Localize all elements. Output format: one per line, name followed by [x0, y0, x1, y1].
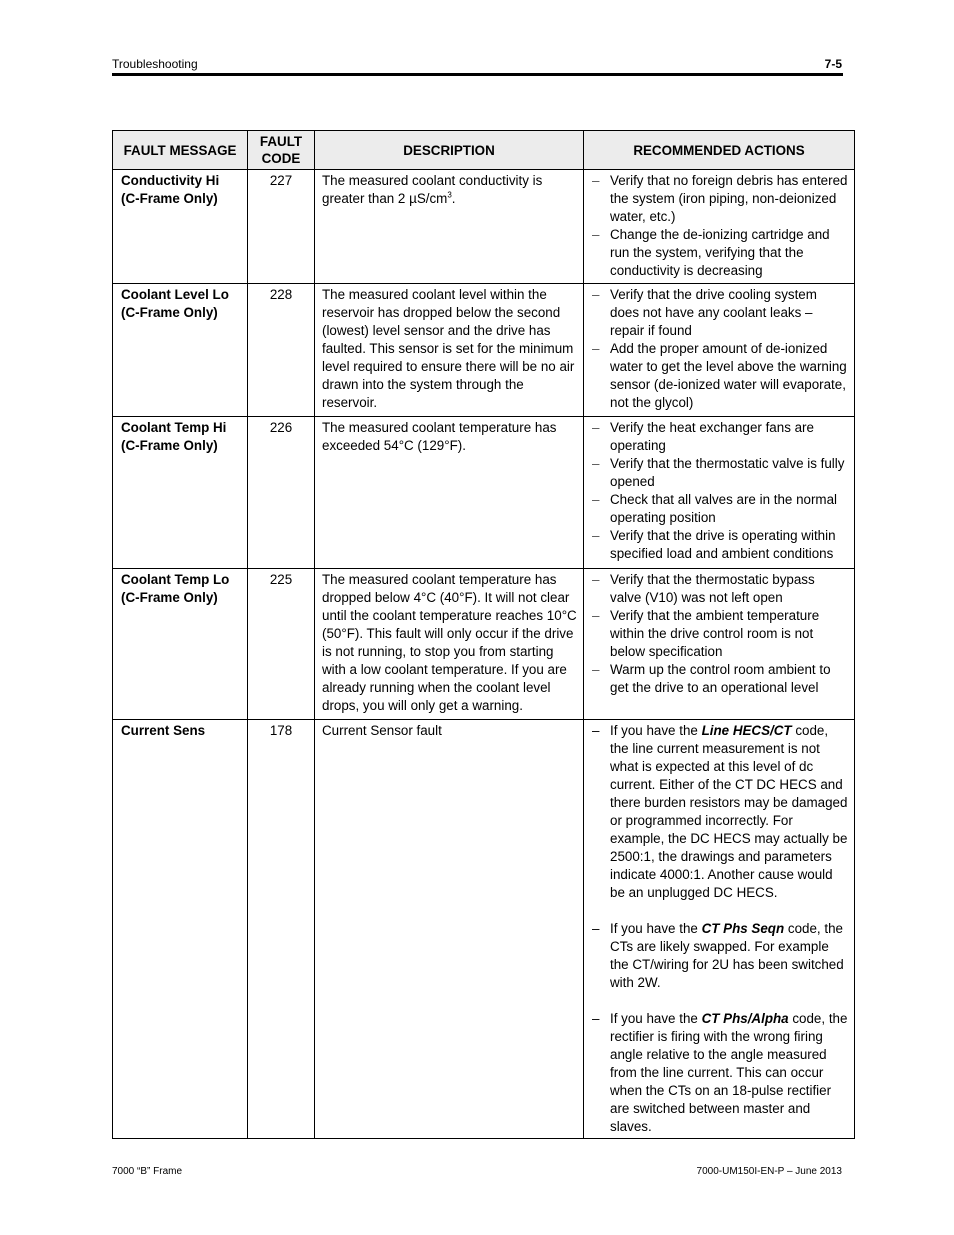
- action-text: Change the de-ionizing cartridge and run the system, verifying that the conductivity is decreasing: [610, 227, 830, 278]
- action-list: [592, 172, 848, 280]
- page-number: 7-5: [824, 57, 842, 71]
- description-cell: [315, 284, 584, 417]
- dash-bullet: –: [592, 1011, 600, 1026]
- fault-table: [112, 130, 855, 1139]
- action-item: [592, 571, 848, 607]
- fault-code: 178: [248, 720, 315, 1139]
- action-item: [592, 491, 848, 527]
- table-row: [113, 720, 855, 1139]
- description-cell: [315, 170, 584, 284]
- description-cell: [315, 417, 584, 569]
- fault-message: Coolant Temp Lo: [121, 572, 230, 587]
- action-item: [592, 1010, 848, 1136]
- fault-message-cell: [113, 284, 248, 417]
- description-cell: [315, 720, 584, 1139]
- fault-subcode-emphasis: Line HECS/CT: [701, 723, 792, 738]
- fault-subcode-emphasis: CT Phs Seqn: [701, 921, 785, 936]
- dash-bullet: –: [592, 921, 600, 936]
- actions-cell: [584, 170, 855, 284]
- dash-bullet: –: [592, 456, 600, 471]
- dash-bullet: –: [592, 572, 600, 587]
- action-list: [592, 286, 848, 412]
- table-row: [113, 569, 855, 720]
- dash-bullet: –: [592, 723, 600, 738]
- dash-bullet: –: [592, 662, 600, 677]
- fault-message: Coolant Temp Hi: [121, 420, 227, 435]
- description-text: The measured coolant conductivity is greater than 2 µS/cm: [322, 173, 543, 206]
- table-row: [113, 170, 855, 284]
- dash-bullet: –: [592, 420, 600, 435]
- dash-bullet: –: [592, 492, 600, 507]
- action-text: Verify that the drive is operating within specified load and ambient conditions: [610, 528, 836, 561]
- fault-message-qualifier: (C-Frame Only): [121, 438, 218, 453]
- dash-bullet: –: [592, 287, 600, 302]
- action-text-lead: If you have the: [610, 921, 702, 936]
- action-text: Check that all valves are in the normal operating position: [610, 492, 838, 525]
- table-row: [113, 284, 855, 417]
- fault-message-cell: [113, 170, 248, 284]
- action-item: [592, 722, 848, 902]
- footer-publication: 7000-UM150I-EN-P – June 2013: [696, 1166, 842, 1177]
- actions-cell: [584, 417, 855, 569]
- fault-code: 226: [248, 417, 315, 569]
- description-text: Current Sensor fault: [322, 723, 442, 738]
- action-item: [592, 661, 848, 697]
- fault-message-qualifier: (C-Frame Only): [121, 305, 218, 320]
- fault-message-cell: [113, 569, 248, 720]
- action-list: [592, 722, 848, 1136]
- dash-bullet: –: [592, 528, 600, 543]
- running-header-section: Troubleshooting: [112, 57, 198, 71]
- action-item: [592, 419, 848, 455]
- description-text: The measured coolant temperature has dropped below 4°C (40°F). It will not clear until the coolant temperature reaches 10°C (50°F). This fault will only occur if the drive is not running, to stop you from starting with a low coolant temperature. If you are already running when the coolant level drops, you will only get a warning.: [322, 572, 577, 713]
- action-item: [592, 455, 848, 491]
- action-item: [592, 286, 848, 340]
- column-header-recommended-actions: RECOMMENDED ACTIONS: [584, 131, 855, 170]
- superscript: 3: [447, 190, 452, 200]
- dash-bullet: –: [592, 173, 600, 188]
- actions-cell: [584, 284, 855, 417]
- action-list: [592, 419, 848, 563]
- action-text-lead: If you have the: [610, 723, 702, 738]
- fault-code: 227: [248, 170, 315, 284]
- action-text: Verify that the drive cooling system does not have any coolant leaks – repair if found: [610, 287, 817, 338]
- action-list: [592, 571, 848, 697]
- fault-subcode-emphasis: CT Phs/Alpha: [701, 1011, 789, 1026]
- description-text: The measured coolant level within the reservoir has dropped below the second (lowest) level sensor and the drive has faulted. This sensor is set for the minimum level required to ensure there will be no air drawn into the system through the reservoir.: [322, 287, 575, 410]
- action-item: [592, 172, 848, 226]
- action-text-lead: If you have the: [610, 1011, 702, 1026]
- fault-code: 225: [248, 569, 315, 720]
- action-text: Verify that the ambient temperature within the drive control room is not below specification: [610, 608, 820, 659]
- action-item: [592, 340, 848, 412]
- action-item: [592, 226, 848, 280]
- description-tail: .: [451, 191, 456, 206]
- action-text-body: code, the rectifier is firing with the wrong firing angle relative to the angle measured from the line current. This can occur when the CTs on an 18-pulse rectifier are switched between master and slaves.: [610, 1011, 848, 1134]
- table-header-row: [113, 131, 855, 170]
- action-text: Verify that the thermostatic valve is fully opened: [610, 456, 845, 489]
- description-cell: [315, 569, 584, 720]
- fault-message-cell: [113, 417, 248, 569]
- action-item: [592, 527, 848, 563]
- fault-message-cell: [113, 720, 248, 1139]
- action-text: Verify the heat exchanger fans are operating: [610, 420, 814, 453]
- footer-product: 7000 “B” Frame: [112, 1166, 183, 1177]
- column-header-description: DESCRIPTION: [315, 131, 584, 170]
- action-text: Add the proper amount of de-ionized water to get the level above the warning sensor (de-ionized water will evaporate, not the glycol): [610, 341, 847, 410]
- action-text-body: code, the CTs are likely swapped. For example the CT/wiring for 2U has been switched with 2W.: [610, 921, 844, 990]
- fault-message-qualifier: (C-Frame Only): [121, 191, 218, 206]
- dash-bullet: –: [592, 341, 600, 356]
- actions-cell: [584, 569, 855, 720]
- fault-message-qualifier: (C-Frame Only): [121, 590, 218, 605]
- action-text: Verify that the thermostatic bypass valve (V10) was not left open: [610, 572, 815, 605]
- fault-message: Coolant Level Lo: [121, 287, 229, 302]
- dash-bullet: –: [592, 227, 600, 242]
- fault-message: Current Sens: [121, 723, 206, 738]
- column-header-fault-code: FAULT CODE: [248, 131, 315, 170]
- action-item: [592, 607, 848, 661]
- action-text: Warm up the control room ambient to get the drive to an operational level: [610, 662, 831, 695]
- actions-cell: [584, 720, 855, 1139]
- fault-code: 228: [248, 284, 315, 417]
- table-row: [113, 417, 855, 569]
- action-text-body: code, the line current measurement is not what is expected at this level of dc current. Either of the CT DC HECS and there burden resistors may be damaged or programmed incorrectly. For example, the DC HECS may actually be 2500:1, the drawings and parameters indicate 4000:1. Another cause would be an unplugged DC HECS.: [610, 723, 848, 900]
- action-text: Verify that no foreign debris has entered the system (iron piping, non-deionized water, etc.): [610, 173, 848, 224]
- description-text: The measured coolant temperature has exceeded 54°C (129°F).: [322, 420, 557, 453]
- fault-message: Conductivity Hi: [121, 173, 220, 188]
- header-rule: [112, 73, 843, 76]
- dash-bullet: –: [592, 608, 600, 623]
- action-item: [592, 920, 848, 992]
- column-header-fault-message: FAULT MESSAGE: [113, 131, 248, 170]
